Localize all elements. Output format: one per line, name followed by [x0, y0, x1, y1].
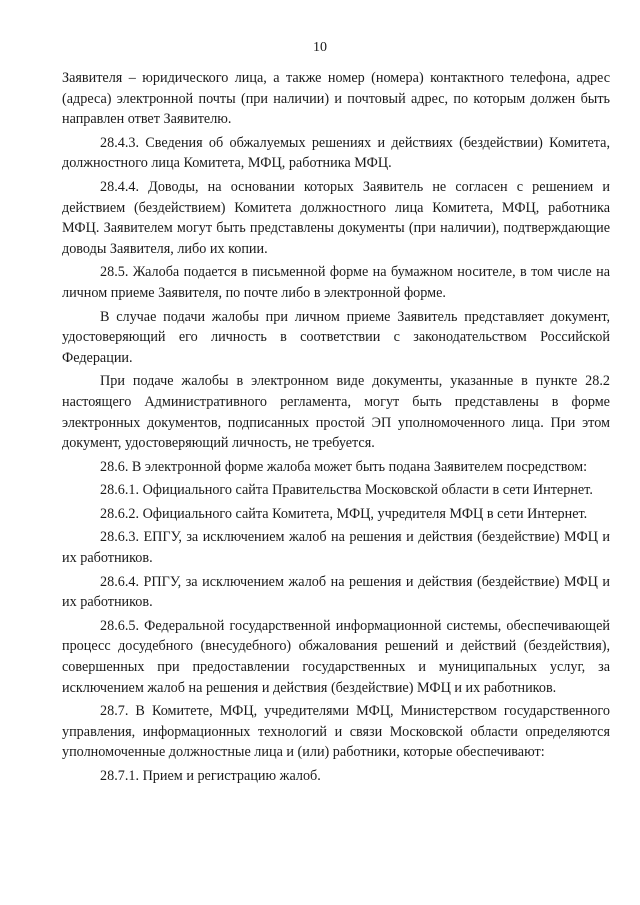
paragraph-28-6-1: 28.6.1. Официального сайта Правительства Московской области в сети Интернет.	[100, 482, 593, 499]
paragraph-28-4-4: 28.4.4. Доводы, на основании которых Заявитель не согласен с решением и действием (бездействием) Комитета должностного лица Комитета, МФЦ, работника МФЦ. Заявителем могут быть представлены документы (при наличии), подтверждающие доводы Заявителя, либо их копии.	[62, 178, 610, 257]
paragraph-28-6-4: 28.6.4. РПГУ, за исключением жалоб на решения и действия (бездействие) МФЦ и их работников.	[62, 573, 610, 611]
paragraph-electronic-submission: При подаче жалобы в электронном виде документы, указанные в пункте 28.2 настоящего Административного регламента, могут быть представлены в форме электронных документов, подписанных простой ЭП уполномоченного лица. При этом документ, удостоверяющий личность, не требуется.	[62, 373, 610, 452]
paragraph-28-7: 28.7. В Комитете, МФЦ, учредителями МФЦ, Министерством государственного управления, информационных технологий и связи Московской области определяются уполномоченные должностные лица и (или) работники, которые обеспечивают:	[62, 703, 610, 761]
paragraph-28-6: 28.6. В электронной форме жалоба может быть подана Заявителем посредством:	[100, 458, 588, 475]
paragraph-28-4-3: 28.4.3. Сведения об обжалуемых решениях и действиях (бездействии) Комитета, должностного лица Комитета, МФЦ, работника МФЦ.	[62, 134, 610, 172]
paragraph-personal-reception: В случае подачи жалобы при личном приеме Заявитель представляет документ, удостоверяющий его личность в соответствии с законодательством Российской Федерации.	[62, 308, 610, 366]
paragraph-28-6-5: 28.6.5. Федеральной государственной информационной системы, обеспечивающей процесс досудебного (внесудебного) обжалования решений и действий (бездействия), совершенных при предоставлении государственных и муниципальных услуг, за исключением жалоб на решения и действия (бездействие) МФЦ и их работников.	[62, 617, 610, 696]
document-body	[62, 68, 610, 787]
page-number: 10	[313, 40, 327, 55]
paragraph-continuation: Заявителя – юридического лица, а также номер (номера) контактного телефона, адрес (адреса) электронной почты (при наличии) и почтовый адрес, по которым должен быть направлен ответ Заявителю.	[62, 70, 610, 128]
paragraph-28-5: 28.5. Жалоба подается в письменной форме на бумажном носителе, в том числе на личном приеме Заявителя, по почте либо в электронной форме.	[62, 264, 610, 301]
paragraph-28-7-1: 28.7.1. Прием и регистрацию жалоб.	[100, 768, 321, 784]
paragraph-28-6-2: 28.6.2. Официального сайта Комитета, МФЦ, учредителя МФЦ в сети Интернет.	[100, 505, 588, 522]
paragraph-28-6-3: 28.6.3. ЕПГУ, за исключением жалоб на решения и действия (бездействие) МФЦ и их работников.	[62, 529, 610, 567]
